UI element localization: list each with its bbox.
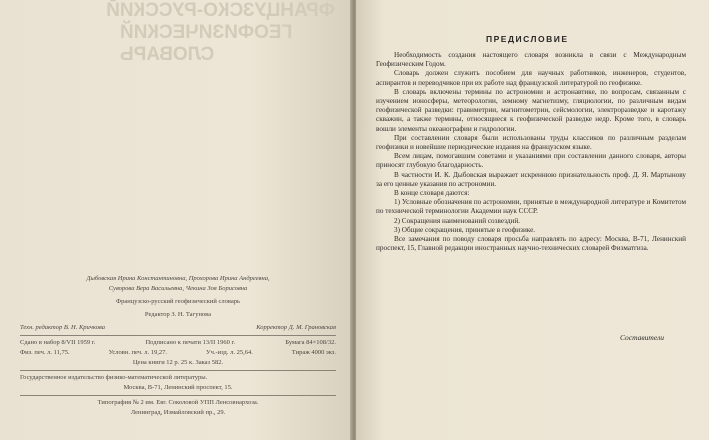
printer-1: Типография № 2 им. Евг. Соколовой УПП Ленсовнархоза. [97,399,259,406]
preface-paragraph: Всем лицам, помогавшим советами и указаниями при составлении данного словаря, авторы приносят глубокую благодарность. [376,152,686,170]
ghost-line: ГЕОФИЗИЧЕСКИЙ [120,22,293,43]
authors-line-1: Дыбовская Ирина Константиновна, Прохорова Ирина Андреевна, [86,275,270,282]
preface-title: ПРЕДИСЛОВИЕ [486,34,569,44]
print-run: Тираж 4000 экз. [291,349,336,356]
divider [20,370,336,371]
tech-editor: Техн. редактор В. Н. Кричкова [20,324,105,331]
preface-paragraph: В словарь включены термины по астрономии и астронавтике, по вопросам, связанным с изучением ионосферы, метеорологии, земному магнетизму, гляциологии, по различным видам геофизической разведки: гравиметрии, магнитометрии, сейсмологии, электроразведке и каротажу скважин, а также термины, относящиеся к геофизической разведке недр. Кроме того, в словарь вошли элементы океанографии и гидрологии. [376,87,686,133]
preface [376,34,686,253]
print-row-1 [20,338,336,348]
preface-paragraph: Словарь должен служить пособием для научных работников, инженеров, студентов, аспирантов и переводчиков при их работе над французской литературой по геофизике. [376,69,686,87]
bleed-through-title [106,0,335,110]
cond-sheets: Условн. печ. л. 19,27. [108,349,168,356]
pub-sheets: Уч.-изд. л. 25,64. [205,349,253,356]
ghost-line: СЛОВАРЬ [120,44,215,65]
appendix-item: 2) Сокращения наименований созвездий. [394,216,520,225]
preface-paragraph: Необходимость создания настоящего словаря возникла в связи с Международным Геофизическим Годом. [376,51,686,69]
phys-sheets: Физ. печ. л. 11,75. [20,349,70,356]
editor: Редактор З. Н. Тагунова [144,311,212,318]
typeset-date: Сдано в набор 8/VII 1959 г. [20,339,96,346]
appendix-item: 3) Общие сокращения, принятые в геофизике. [394,225,536,234]
colophon [20,274,336,418]
preface-paragraph: В частности И. К. Дыбовская выражает искреннюю признательность проф. Д. Я. Мартынову за его ценные указания по астрономии. [376,170,686,188]
book-title: Французско-русский геофизический словарь [116,298,240,305]
editors-row [20,323,336,333]
paper-format: Бумага 84×108/32. [285,339,336,346]
publisher-1: Государственное издательство физико-математической литературы. [20,374,208,381]
appendix-item: 1) Условные обозначения по астрономии, принятые в международной литературе и Комитетом по технической терминологии Академии наук СССР. [376,198,686,216]
ghost-line: ФРАНЦУЗСКО-РУССКИЙ [106,0,335,21]
signed-date: Подписано к печати 13/II 1960 г. [145,339,236,346]
corrector: Корректор Д. М. Грановская [256,324,336,331]
preface-paragraph: При составлении словаря были использованы труды классиков по различным разделам геофизики и новейшие периодические издания на французском языке. [376,133,686,152]
preface-paragraph: В конце словаря даются: [394,189,470,198]
signature: Составители [620,333,664,342]
price: Цена книги 12 р. 25 к. Заказ 582. [132,359,224,366]
publisher-2: Москва, В-71, Ленинский проспект, 15. [123,384,233,391]
printer-2: Ленинград, Измайловский пр., 29. [130,409,226,416]
authors-line-2: Суворова Вера Васильевна, Чекина Зоя Борисовна [108,285,248,292]
print-row-2 [20,348,336,358]
left-page [0,0,352,440]
closing-paragraph: Все замечания по поводу словаря просьба направлять по адресу: Москва, В-71, Ленинский проспект, 15, Главной редакции иностранных научно-технических словарей Физматгиза. [376,235,686,253]
divider [20,335,336,336]
divider [20,395,336,396]
